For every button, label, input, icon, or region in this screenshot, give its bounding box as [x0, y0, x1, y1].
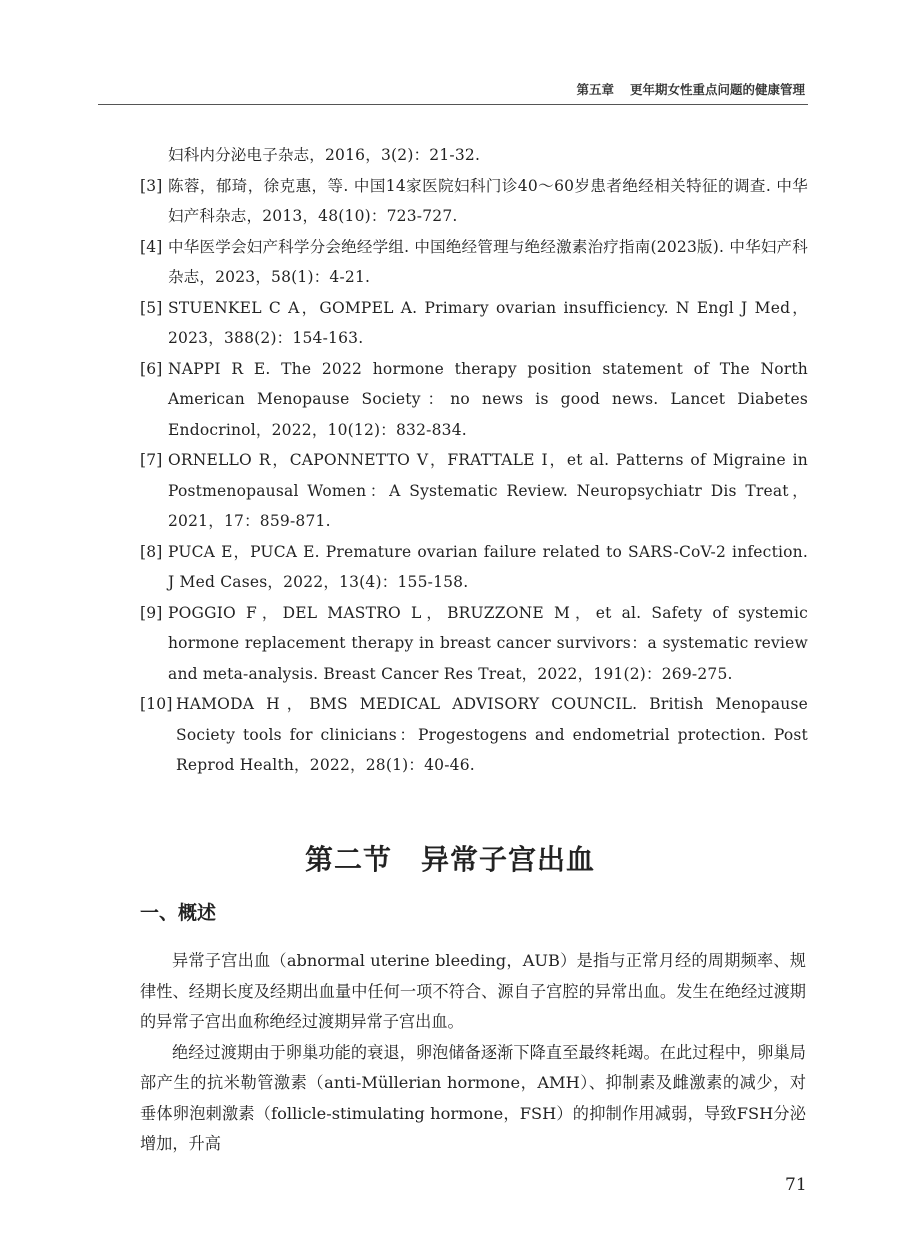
- running-header: [0, 80, 805, 98]
- reference-item: [140, 354, 808, 446]
- reference-item: [140, 598, 808, 690]
- reference-item: [140, 537, 808, 598]
- reference-text: STUENKEL C A，GOMPEL A. Primary ovarian insufficiency. N Engl J Med，2023，388(2)：154-163.: [168, 298, 808, 347]
- paragraph: 绝经过渡期由于卵巢功能的衰退，卵泡储备逐渐下降直至最终耗竭。在此过程中，卵巢局部产生的抗米勒管激素（anti-Müllerian hormone，AMH）、抑制素及雌激素的减少，对垂体卵泡刺激素（follicle-stimulating hormone，FSH）的抑制作用减弱，导致FSH分泌增加，升高: [140, 1042, 806, 1153]
- reference-text: 陈蓉，郁琦，徐克惠，等. 中国14家医院妇科门诊40～60岁患者绝经相关特征的调查. 中华妇产科杂志，2013，48(10)：723-727.: [168, 176, 808, 225]
- reference-number: [6]: [140, 359, 163, 378]
- reference-number: [10]: [140, 695, 173, 713]
- reference-number: [8]: [140, 542, 163, 561]
- reference-text: NAPPI R E. The 2022 hormone therapy position statement of The North American Menopause Society：no news is good news. Lancet Diabetes Endocrinol，2022，10(12)：832-834.: [168, 359, 808, 439]
- reference-item: [140, 140, 808, 171]
- reference-text: 中华医学会妇产科学分会绝经学组. 中国绝经管理与绝经激素治疗指南(2023版). 中华妇产科杂志，2023，58(1)：4-21.: [168, 237, 808, 286]
- reference-item: [140, 445, 808, 537]
- reference-text: HAMODA H，BMS MEDICAL ADVISORY COUNCIL. British Menopause Society tools for clinicians：Progestogens and endometrial protection. Post Reprod Health，2022，28(1)：40-46.: [176, 695, 808, 774]
- body-text: [140, 946, 806, 1160]
- reference-item: [140, 293, 808, 354]
- reference-text: POGGIO F，DEL MASTRO L，BRUZZONE M，et al. Safety of systemic hormone replacement therapy in breast cancer survivors：a systematic review and meta-analysis. Breast Cancer Res Treat，2022，191(2)：269-275.: [168, 603, 808, 683]
- reference-number: [9]: [140, 603, 163, 622]
- header-rule: [98, 104, 808, 105]
- reference-text: ORNELLO R，CAPONNETTO V，FRATTALE I，et al. Patterns of Migraine in Postmenopausal Women：A Systematic Review. Neuropsychiatr Dis Treat，2021，17：859-871.: [168, 451, 808, 530]
- reference-item: [140, 689, 808, 781]
- reference-text: PUCA E，PUCA E. Premature ovarian failure related to SARS-CoV-2 infection. J Med Cases，2022，13(4)：155-158.: [168, 542, 808, 591]
- reference-number: [3]: [140, 176, 163, 195]
- reference-number: [4]: [140, 237, 163, 256]
- paragraph: 异常子宫出血（abnormal uterine bleeding，AUB）是指与正常月经的周期频率、规律性、经期长度及经期出血量中任何一项不符合、源自子宫腔的异常出血。发生在绝经过渡期的异常子宫出血称绝经过渡期异常子宫出血。: [140, 951, 806, 1031]
- reference-list: [140, 140, 808, 781]
- chapter-title: 更年期女性重点问题的健康管理: [629, 82, 805, 97]
- reference-number: [7]: [140, 451, 163, 469]
- page-number: 71: [785, 1175, 807, 1195]
- reference-number: [5]: [140, 298, 163, 317]
- reference-item: [140, 171, 808, 232]
- subheading: 一、概述: [140, 902, 217, 924]
- chapter-label: 第五章: [576, 82, 614, 97]
- reference-text: 妇科内分泌电子杂志，2016，3(2)：21-32.: [168, 146, 481, 164]
- reference-item: [140, 232, 808, 293]
- section-title: 第二节 异常子宫出血: [304, 843, 595, 876]
